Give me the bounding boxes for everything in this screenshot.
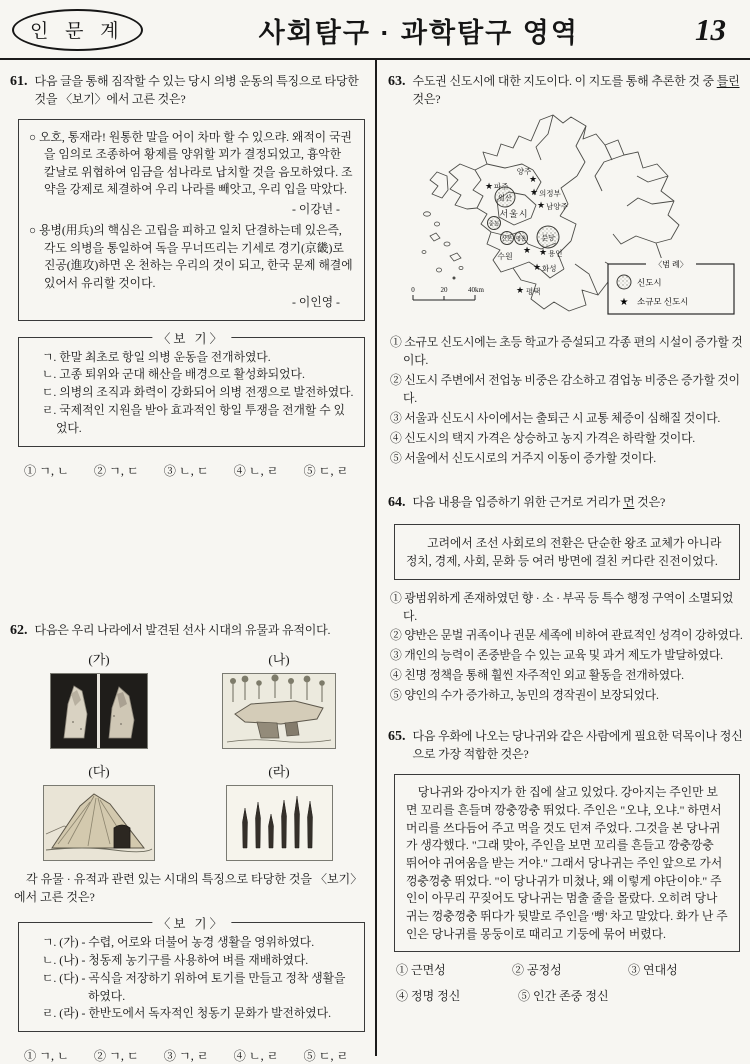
q62-stem-2: 각 유물 · 유적과 관련 있는 시대의 특징으로 타당한 것을 〈보기〉에서 고른 것은? bbox=[14, 871, 363, 904]
q61-bogi-item: ㄹ. 국제적인 지원을 받아 효과적인 항일 투쟁을 전개할 수 있었다. bbox=[42, 403, 345, 436]
thatched-hut-image bbox=[43, 785, 155, 861]
q65-choice-3: ③ 연대성 bbox=[628, 963, 678, 978]
map-label-pyeongtaek: 평택 bbox=[526, 287, 541, 296]
legend-title: 〈범 례〉 bbox=[654, 260, 688, 269]
two-column-body bbox=[0, 60, 750, 1064]
q61-number: 61. bbox=[10, 74, 28, 89]
q61-bogi-box bbox=[18, 331, 365, 448]
q64-passage: 고려에서 조선 사회로의 전환은 단순한 왕조 교체가 아니라 정치, 경제, 사회, 문화 등 여러 방면에 걸친 커다란 진전이었다. bbox=[406, 536, 722, 569]
q62-artifact-grid bbox=[14, 649, 364, 861]
q65-fable-text: 당나귀와 강아지가 한 집에 살고 있었다. 강아지는 주인만 보면 꼬리를 흔들며 깡충깡충 뛰었다. 주인은 "오냐, 오냐." 하면서 머리를 쓰다듬어 주고 먹을 것도 던져 주었다. 그것을 본 당나귀가 생각했다. "그래 맞아, 주인을 보면 꼬리를 흔들고 깡충깡충 뛰어야 귀여움을 받는 거야." 그래서 당나귀는 주인 앞으로 가서 껑충껑충 뛰었다. "이 당나귀가 미쳤나, 왜 이렇게 야단이야." 주인이 아무리 꾸짖어도 당나귀는 멈출 줄을 몰랐다. 오히려 당나귀는 껑충껑충 뛰다가 뒷발로 주인을 '뻥' 차고 말았다. 화가 난 주인은 당나귀를 몽둥이로 때리고 기둥에 묶어 버렸다. bbox=[406, 785, 728, 941]
legend-newtown-circle-icon bbox=[617, 275, 631, 289]
q62-choice-5: ⑤ ㄷ, ㄹ bbox=[303, 1049, 349, 1064]
q64-number: 64. bbox=[388, 495, 406, 511]
q63-choice-list bbox=[390, 334, 744, 467]
map-label-jungdong: 중동 bbox=[488, 221, 500, 228]
q65-head bbox=[388, 727, 744, 763]
star-icon-namyangju: ★ bbox=[536, 201, 546, 211]
legend-newtown-label: 신도시 bbox=[637, 277, 662, 288]
q61-choice-4: ④ ㄴ, ㄹ bbox=[233, 464, 279, 479]
q62-label-ga: (가) bbox=[88, 651, 110, 667]
dolmen-image bbox=[222, 673, 336, 749]
q62-artifact-ra bbox=[226, 761, 333, 861]
q64-head bbox=[388, 493, 744, 513]
stone-tools-image bbox=[50, 673, 148, 749]
q64-choice-list bbox=[390, 590, 744, 706]
q62-choice-1: ① ㄱ, ㄴ bbox=[24, 1049, 69, 1064]
q64-choice-5: ⑤ 양인의 수가 증가하고, 농민의 경작권이 보장되었다. bbox=[390, 688, 659, 703]
map-label-bundang: 분당 bbox=[541, 234, 555, 242]
map-label-yangju: 양주 bbox=[516, 167, 532, 176]
question-65 bbox=[388, 727, 744, 1004]
q65-choice-5: ⑤ 인간 존중 정신 bbox=[518, 989, 609, 1004]
q63-head bbox=[388, 72, 744, 108]
map-legend bbox=[608, 258, 734, 314]
q64-choice-1: ① 광범위하게 존재하였던 향 · 소 · 부곡 등 특수 행정 구역이 소멸되었다. bbox=[390, 590, 734, 623]
q63-choice-3: ③ 서울과 신도시 사이에서는 출퇴근 시 교통 체증이 심해질 것이다. bbox=[390, 410, 721, 425]
star-icon-pyeongtaek: ★ bbox=[515, 286, 525, 296]
page-number: 13 bbox=[695, 12, 726, 47]
legend-star-icon: ★ bbox=[619, 297, 629, 308]
q62-bogi-item: ㄷ. (다) - 곡식을 저장하기 위하여 토기를 만들고 정착 생활을 하였다. bbox=[42, 970, 346, 1003]
q62-choice-3: ③ ㄱ, ㄹ bbox=[163, 1049, 209, 1064]
map-label-ilsan: 일산 bbox=[498, 194, 512, 202]
question-62 bbox=[10, 621, 368, 1064]
q61-passage-2-author: - 이인영 - bbox=[292, 295, 340, 310]
star-icon-uijeongbu: ★ bbox=[529, 188, 539, 198]
section-title: 사회탐구 · 과학탐구 영역 bbox=[258, 17, 579, 48]
q62-bogi-item: ㄹ. (라) - 한반도에서 독자적인 청동기 문화가 발전하였다. bbox=[42, 1006, 332, 1021]
q61-stem: 다음 글을 통해 짐작할 수 있는 당시 의병 운동의 특징으로 타당한 것을 〈보기〉에서 고른 것은? bbox=[34, 74, 359, 106]
q63-choice-5: ⑤ 서울에서 신도시로의 거주지 이동이 증가할 것이다. bbox=[390, 450, 656, 465]
track-badge: 인 문 계 bbox=[12, 9, 143, 51]
q61-bogi-title: 〈보 기〉 bbox=[152, 329, 231, 347]
q61-bogi-item: ㄷ. 의병의 조직과 화력이 강화되어 의병 전쟁으로 발전하였다. bbox=[42, 385, 354, 400]
question-63 bbox=[388, 72, 744, 467]
q62-choices bbox=[24, 1047, 368, 1064]
question-61 bbox=[10, 72, 368, 479]
q64-choice-4: ④ 친명 정책을 통해 훨씬 자주적인 외교 활동을 전개하였다. bbox=[390, 668, 684, 683]
q62-bogi-item: ㄱ. (가) - 수렵, 어로와 더불어 농경 생활을 영위하였다. bbox=[42, 934, 315, 949]
q63-map bbox=[390, 112, 744, 324]
question-64 bbox=[388, 493, 744, 705]
left-column bbox=[0, 60, 375, 1064]
q65-number: 65. bbox=[388, 729, 406, 745]
q61-passage-1: ○ 오호, 통재라! 원통한 말을 어이 차마 할 수 있으랴. 왜적이 국권을 임의로 조종하여 황제를 양위할 꾀가 결정되었고, 흉악한 칼날로 위협하여 임금을 섬나라로 납치할 것을 음모하였다. 조약을 강제로 체결하여 우리 나라를 빼앗고, 우리 입을 막았다. bbox=[29, 130, 353, 197]
q62-bogi-box bbox=[18, 916, 365, 1033]
q65-choices-row-2 bbox=[396, 987, 744, 1004]
q62-artifact-ga bbox=[50, 649, 148, 749]
q62-choice-4: ④ ㄴ, ㄹ bbox=[233, 1049, 279, 1064]
q61-passage-1-author: - 이강년 - bbox=[292, 201, 340, 216]
q61-choices bbox=[24, 462, 368, 479]
q62-stem: 다음은 우리 나라에서 발견된 선사 시대의 유물과 유적이다. bbox=[34, 623, 331, 638]
capital-region-map bbox=[390, 112, 740, 324]
q65-fable-box bbox=[394, 774, 740, 952]
map-label-suwon: 수원 bbox=[497, 252, 513, 261]
legend-smalltown-label: 소규모 신도시 bbox=[637, 296, 689, 307]
map-label-namyangju: 남양주 bbox=[546, 202, 568, 211]
map-scale-bar bbox=[413, 295, 475, 300]
q65-choices-row-1 bbox=[396, 961, 744, 978]
q62-choice-2: ② ㄱ, ㄷ bbox=[93, 1049, 139, 1064]
q62-artifact-na bbox=[222, 649, 336, 749]
map-label-hwaseong: 화성 bbox=[542, 264, 557, 273]
q64-passage-box bbox=[394, 524, 740, 580]
scale-label-0: 0 bbox=[411, 286, 415, 294]
islands bbox=[422, 212, 463, 279]
q62-number: 62. bbox=[10, 623, 28, 639]
q65-choice-4: ④ 정명 정신 bbox=[396, 989, 461, 1004]
q64-choice-2: ② 양반은 문벌 귀족이나 권문 세족에 비하여 관료적인 성격이 강하였다. bbox=[390, 628, 743, 643]
q64-underlined-word: 먼 bbox=[622, 495, 635, 510]
q61-choice-5: ⑤ ㄷ, ㄹ bbox=[303, 464, 349, 479]
q63-underlined-word: 틀린 bbox=[716, 74, 740, 88]
map-label-uijeongbu: 의정부 bbox=[539, 189, 561, 198]
map-label-paju: 파주 bbox=[494, 182, 509, 191]
q61-head bbox=[10, 72, 368, 108]
star-icon-paju: ★ bbox=[484, 182, 494, 192]
star-icon-yangju: ★ bbox=[528, 175, 538, 185]
q65-choice-2: ② 공정성 bbox=[512, 963, 562, 978]
scale-label-40km: 40km bbox=[468, 286, 484, 294]
q65-stem: 다음 우화에 나오는 당나귀와 같은 사람에게 필요한 덕목이나 정신으로 가장 적합한 것은? bbox=[412, 729, 743, 762]
q63-choice-2: ② 신도시 주변에서 전업농 비중은 감소하고 겸업농 비중은 증가할 것이다. bbox=[390, 372, 740, 405]
q63-number: 63. bbox=[388, 74, 406, 89]
q64-stem: 다음 내용을 입증하기 위한 근거로 거리가 먼 것은? bbox=[412, 495, 666, 510]
q61-bogi-item: ㄴ. 고종 퇴위와 군대 해산을 배경으로 활성화되었다. bbox=[42, 367, 305, 382]
q63-choice-4: ④ 신도시의 택지 가격은 상승하고 농지 가격은 하락할 것이다. bbox=[390, 430, 696, 445]
q61-choice-2: ② ㄱ, ㄷ bbox=[93, 464, 139, 479]
q62-bogi-title: 〈보 기〉 bbox=[152, 914, 231, 932]
bronze-daggers-image bbox=[226, 785, 333, 861]
q62-head bbox=[10, 621, 368, 641]
q61-passage-box bbox=[18, 119, 365, 321]
star-icon-hwaseong: ★ bbox=[532, 263, 542, 273]
right-column bbox=[375, 60, 750, 1056]
q61-passage-2: ○ 용병(用兵)의 핵심은 고립을 피하고 일치 단결하는데 있은즉, 각도 의병을 통일하여 독을 무너뜨리는 기세로 경기(京畿)로 진공(進攻)하면 온 천하는 우리의 것이 되고, 한국 문제 해결에 있어서 유리할 것이다. bbox=[29, 223, 353, 290]
map-label-sanbon: 산본 bbox=[501, 236, 513, 243]
map-label-pyeongchon: 평촌 bbox=[515, 236, 527, 243]
page-header bbox=[0, 0, 750, 60]
q61-choice-1: ① ㄱ, ㄴ bbox=[24, 464, 69, 479]
map-label-yongin: 용인 bbox=[548, 249, 563, 258]
scale-label-20: 20 bbox=[440, 286, 448, 294]
q62-artifact-da bbox=[43, 761, 155, 861]
q61-choice-3: ③ ㄴ, ㄷ bbox=[163, 464, 209, 479]
star-icon-suwon: ★ bbox=[522, 246, 532, 256]
q65-choice-1: ① 근면성 bbox=[396, 963, 446, 978]
q63-choice-1: ① 소규모 신도시에는 초등 학교가 증설되고 각종 편의 시설이 증가할 것이다. bbox=[390, 335, 743, 367]
q62-label-ra: (라) bbox=[268, 763, 290, 779]
map-label-seoul: 서울시 bbox=[499, 209, 529, 219]
q62-bogi-item: ㄴ. (나) - 청동제 농기구를 사용하여 벼를 재배하였다. bbox=[42, 952, 309, 967]
q62-label-na: (나) bbox=[268, 651, 290, 667]
q63-stem: 수도권 신도시에 대한 지도이다. 이 지도를 통해 추론한 것 중 틀린 것은? bbox=[412, 74, 740, 106]
star-icon-yongin: ★ bbox=[538, 248, 548, 258]
q64-choice-3: ③ 개인의 능력이 존중받을 수 있는 교육 및 과거 제도가 발달하였다. bbox=[390, 648, 723, 663]
q61-bogi-item: ㄱ. 한말 최초로 항일 의병 운동을 전개하였다. bbox=[42, 349, 271, 364]
q62-label-da: (다) bbox=[88, 763, 110, 779]
